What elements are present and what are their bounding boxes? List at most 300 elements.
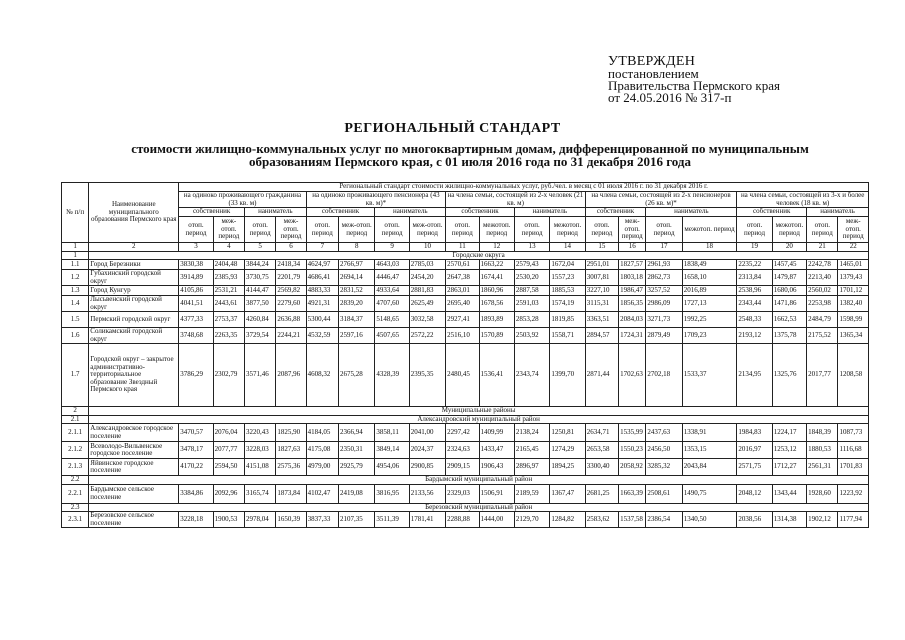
- cost-cell: 1658,10: [682, 270, 737, 286]
- header-municipality: Наименование муниципального образования Пермского края: [89, 183, 179, 243]
- cost-cell: 3220,43: [245, 424, 276, 442]
- subsection-row: [62, 415, 869, 424]
- cost-cell: 2016,89: [682, 286, 737, 296]
- cost-cell: 1375,78: [772, 328, 806, 344]
- section-number: 2.3: [62, 503, 89, 512]
- cost-cell: 1250,81: [550, 424, 585, 442]
- cost-cell: 3228,03: [245, 442, 276, 459]
- cost-cell: 2896,97: [514, 459, 549, 476]
- cost-cell: 2302,79: [213, 344, 244, 407]
- cost-cell: 2681,25: [585, 484, 618, 503]
- cost-cell: 2107,35: [339, 512, 375, 528]
- cost-cell: 1712,27: [772, 459, 806, 476]
- cost-cell: 2653,58: [585, 442, 618, 459]
- cost-cell: 2288,88: [446, 512, 479, 528]
- cost-cell: 2084,03: [619, 312, 646, 328]
- section-number: 2.2: [62, 476, 89, 485]
- cost-cell: 3816,95: [375, 484, 409, 503]
- cost-cell: 3858,11: [375, 424, 409, 442]
- table-row: [62, 260, 869, 270]
- cost-cell: 1274,29: [550, 442, 585, 459]
- cost-cell: 2887,58: [514, 286, 549, 296]
- cost-cell: 4328,39: [375, 344, 409, 407]
- municipality-name: Бардымское сельское поселение: [89, 484, 179, 503]
- cost-cell: 2863,01: [446, 286, 479, 296]
- cost-cell: 3257,52: [646, 286, 682, 296]
- cost-cell: 2503,92: [514, 328, 549, 344]
- section-title: Бардымский муниципальный район: [89, 476, 869, 485]
- cost-cell: 2561,31: [807, 459, 838, 476]
- cost-cell: 1701,12: [838, 286, 869, 296]
- header-group-single: на одиноко проживающего гражданина (33 кв. м): [179, 192, 306, 208]
- cost-cell: 3115,31: [585, 296, 618, 312]
- cost-cell: 1900,53: [213, 512, 244, 528]
- cost-cell: 3363,51: [585, 312, 618, 328]
- municipality-name: Пермский городской округ: [89, 312, 179, 328]
- cost-cell: 3914,89: [179, 270, 213, 286]
- section-number: 2: [62, 407, 89, 416]
- column-number: 19: [737, 243, 772, 252]
- table-row: [62, 484, 869, 503]
- header-tenant: наниматель: [375, 208, 446, 217]
- cost-cell: 1457,45: [772, 260, 806, 270]
- cost-cell: 3730,75: [245, 270, 276, 286]
- table-row: [62, 296, 869, 312]
- cost-cell: 2516,10: [446, 328, 479, 344]
- cost-cell: 1409,99: [479, 424, 514, 442]
- cost-cell: 2531,21: [213, 286, 244, 296]
- cost-cell: 4184,05: [306, 424, 338, 442]
- cost-cell: 1885,53: [550, 286, 585, 296]
- cost-cell: 2193,12: [737, 328, 772, 344]
- cost-cell: 2048,12: [737, 484, 772, 503]
- cost-cell: 2881,83: [409, 286, 445, 296]
- cost-cell: 4102,47: [306, 484, 338, 503]
- cost-cell: 1224,17: [772, 424, 806, 442]
- column-number: 17: [646, 243, 682, 252]
- cost-cell: 1928,60: [807, 484, 838, 503]
- table-row: [62, 344, 869, 407]
- cost-cell: 4921,31: [306, 296, 338, 312]
- column-number: 6: [276, 243, 306, 252]
- cost-cell: 1558,71: [550, 328, 585, 344]
- cost-cell: 2961,93: [646, 260, 682, 270]
- cost-cell: 1557,23: [550, 270, 585, 286]
- header-owner: собственник: [306, 208, 375, 217]
- cost-cell: 1314,38: [772, 512, 806, 528]
- cost-cell: 1848,39: [807, 424, 838, 442]
- cost-cell: 1701,83: [838, 459, 869, 476]
- cost-cell: 2900,85: [409, 459, 445, 476]
- row-number: 2.1.1: [62, 424, 89, 442]
- cost-cell: 4686,41: [306, 270, 338, 286]
- row-number: 1.3: [62, 286, 89, 296]
- cost-cell: 1116,68: [838, 442, 869, 459]
- cost-cell: 3228,18: [179, 512, 213, 528]
- cost-cell: 3478,17: [179, 442, 213, 459]
- header-tenant: наниматель: [245, 208, 307, 217]
- cost-cell: 1819,85: [550, 312, 585, 328]
- column-number: 8: [339, 243, 375, 252]
- header-row-top: [62, 183, 869, 192]
- header-period: меж-отоп. период: [619, 217, 646, 243]
- standard-table: [61, 182, 869, 528]
- section-title: Александровский муниципальный район: [89, 415, 869, 424]
- cost-cell: 2894,57: [585, 328, 618, 344]
- row-number: 1.4: [62, 296, 89, 312]
- cost-cell: 1574,19: [550, 296, 585, 312]
- section-title: Березовский муниципальный район: [89, 503, 869, 512]
- cost-cell: 2043,84: [682, 459, 737, 476]
- municipality-name: Всеволодо-Вильвенское городское поселение: [89, 442, 179, 459]
- header-owner: собственник: [446, 208, 515, 217]
- cost-cell: 2871,44: [585, 344, 618, 407]
- cost-cell: 1444,00: [479, 512, 514, 528]
- cost-cell: 2583,62: [585, 512, 618, 528]
- cost-cell: 3300,40: [585, 459, 618, 476]
- cost-cell: 3007,81: [585, 270, 618, 286]
- header-period: отоп. период: [807, 217, 838, 243]
- cost-cell: 4643,03: [375, 260, 409, 270]
- cost-cell: 2404,48: [213, 260, 244, 270]
- header-standard: Региональный стандарт стоимости жилищно-коммунальных услуг, руб./чел. в месяц с 01 июля 2016 г. по 31 декабря 2016 г.: [179, 183, 869, 192]
- row-number: 2.2.1: [62, 484, 89, 503]
- cost-cell: 3844,24: [245, 260, 276, 270]
- cost-cell: 3748,68: [179, 328, 213, 344]
- table-row: [62, 424, 869, 442]
- cost-cell: 1672,04: [550, 260, 585, 270]
- municipality-name: Губахинский городской округ: [89, 270, 179, 286]
- cost-cell: 1365,34: [838, 328, 869, 344]
- cost-cell: 1825,90: [276, 424, 306, 442]
- cost-cell: 2313,84: [737, 270, 772, 286]
- municipality-name: Лысьвенский городской округ: [89, 296, 179, 312]
- cost-cell: 3165,74: [245, 484, 276, 503]
- cost-cell: 3837,33: [306, 512, 338, 528]
- cost-cell: 2017,77: [807, 344, 838, 407]
- cost-cell: 3271,73: [646, 312, 682, 328]
- table-row: [62, 270, 869, 286]
- municipality-name: Город Березники: [89, 260, 179, 270]
- header-owner: собственник: [737, 208, 807, 217]
- table-row: [62, 459, 869, 476]
- cost-cell: 1399,70: [550, 344, 585, 407]
- column-number: 9: [375, 243, 409, 252]
- cost-cell: 2702,18: [646, 344, 682, 407]
- column-number: 1: [62, 243, 89, 252]
- cost-cell: 2831,52: [339, 286, 375, 296]
- municipality-name: Александровское городское поселение: [89, 424, 179, 442]
- cost-cell: 1465,01: [838, 260, 869, 270]
- cost-cell: 2133,56: [409, 484, 445, 503]
- cost-cell: 2538,96: [737, 286, 772, 296]
- column-number: 3: [179, 243, 213, 252]
- cost-cell: 1727,13: [682, 296, 737, 312]
- cost-cell: 2454,20: [409, 270, 445, 286]
- row-number: 1.1: [62, 260, 89, 270]
- cost-cell: 2213,40: [807, 270, 838, 286]
- cost-cell: 1680,06: [772, 286, 806, 296]
- document-title: РЕГИОНАЛЬНЫЙ СТАНДАРТ: [344, 121, 561, 136]
- header-tenant: наниматель: [646, 208, 737, 217]
- cost-cell: 2579,43: [514, 260, 549, 270]
- cost-cell: 2530,20: [514, 270, 549, 286]
- cost-cell: 4979,00: [306, 459, 338, 476]
- cost-cell: 1340,50: [682, 512, 737, 528]
- cost-cell: 4175,08: [306, 442, 338, 459]
- column-number: 22: [838, 243, 869, 252]
- row-number: 2.3.1: [62, 512, 89, 528]
- column-number: 16: [619, 243, 646, 252]
- cost-cell: 4170,22: [179, 459, 213, 476]
- cost-cell: 4507,65: [375, 328, 409, 344]
- cost-cell: 2862,73: [646, 270, 682, 286]
- cost-cell: 1338,91: [682, 424, 737, 442]
- cost-cell: 2129,70: [514, 512, 549, 528]
- header-period: меж-отоп. период: [276, 217, 306, 243]
- header-row-groups: [62, 192, 869, 208]
- cost-cell: 1663,39: [619, 484, 646, 503]
- header-period: отоп. период: [646, 217, 682, 243]
- cost-cell: 1873,84: [276, 484, 306, 503]
- cost-cell: 2201,79: [276, 270, 306, 286]
- column-number: 21: [807, 243, 838, 252]
- municipality-name: Соликамский городской округ: [89, 328, 179, 344]
- cost-cell: 1827,63: [276, 442, 306, 459]
- cost-cell: 2569,82: [276, 286, 306, 296]
- table-row: [62, 286, 869, 296]
- municipality-name: Яйвинское городское поселение: [89, 459, 179, 476]
- row-number: 2.1.2: [62, 442, 89, 459]
- cost-cell: 2092,96: [213, 484, 244, 503]
- cost-cell: 2508,61: [646, 484, 682, 503]
- column-number-row: [62, 243, 869, 252]
- column-number: 5: [245, 243, 276, 252]
- cost-cell: 2986,09: [646, 296, 682, 312]
- cost-cell: 2324,63: [446, 442, 479, 459]
- cost-cell: 2625,49: [409, 296, 445, 312]
- cost-cell: 2350,31: [339, 442, 375, 459]
- table-row: [62, 442, 869, 459]
- cost-cell: 2785,03: [409, 260, 445, 270]
- cost-cell: 2076,04: [213, 424, 244, 442]
- cost-cell: 1177,94: [838, 512, 869, 528]
- column-number: 10: [409, 243, 445, 252]
- municipality-name: Городской округ – закрытое административно-территориальное образование Звездный Пермского края: [89, 344, 179, 407]
- header-period: меж-отоп. период: [213, 217, 244, 243]
- row-number: 1.7: [62, 344, 89, 407]
- cost-cell: 2443,61: [213, 296, 244, 312]
- section-row: [62, 251, 869, 260]
- section-number: 1: [62, 251, 89, 260]
- cost-cell: 2189,59: [514, 484, 549, 503]
- cost-cell: 1662,53: [772, 312, 806, 328]
- cost-cell: 1533,37: [682, 344, 737, 407]
- cost-cell: 2925,79: [339, 459, 375, 476]
- header-period: отоп. период: [245, 217, 276, 243]
- cost-cell: 1860,96: [479, 286, 514, 296]
- cost-cell: 3285,32: [646, 459, 682, 476]
- header-period: межотоп. период: [479, 217, 514, 243]
- cost-cell: 3184,37: [339, 312, 375, 328]
- cost-cell: 1479,87: [772, 270, 806, 286]
- header-tenant: наниматель: [807, 208, 869, 217]
- section-number: 2.1: [62, 415, 89, 424]
- table-row: [62, 512, 869, 528]
- header-period: отоп. период: [446, 217, 479, 243]
- cost-cell: 2386,54: [646, 512, 682, 528]
- cost-cell: 3786,29: [179, 344, 213, 407]
- cost-cell: 2879,49: [646, 328, 682, 344]
- cost-cell: 1598,99: [838, 312, 869, 328]
- section-title: Городские округа: [89, 251, 869, 260]
- subsection-row: [62, 503, 869, 512]
- cost-cell: 5300,44: [306, 312, 338, 328]
- cost-cell: 1781,41: [409, 512, 445, 528]
- cost-cell: 1709,23: [682, 328, 737, 344]
- cost-cell: 2695,40: [446, 296, 479, 312]
- header-group-pensioners2: на члена семьи, состоящей из 2-х пенсионеров (26 кв. м)*: [585, 192, 737, 208]
- cost-cell: 4954,06: [375, 459, 409, 476]
- cost-cell: 1550,23: [619, 442, 646, 459]
- cost-cell: 1906,43: [479, 459, 514, 476]
- column-number: 2: [89, 243, 179, 252]
- cost-cell: 4532,59: [306, 328, 338, 344]
- cost-cell: 2263,35: [213, 328, 244, 344]
- cost-cell: 4624,97: [306, 260, 338, 270]
- cost-cell: 2058,92: [619, 459, 646, 476]
- cost-cell: 1678,56: [479, 296, 514, 312]
- header-period: отоп. период: [514, 217, 549, 243]
- cost-cell: 2395,35: [409, 344, 445, 407]
- cost-cell: 1880,53: [807, 442, 838, 459]
- header-group-pensioner: на одиноко проживающего пенсионера (43 кв. м)*: [306, 192, 446, 208]
- cost-cell: 1827,57: [619, 260, 646, 270]
- cost-cell: 2041,00: [409, 424, 445, 442]
- row-number: 2.1.3: [62, 459, 89, 476]
- cost-cell: 1325,76: [772, 344, 806, 407]
- cost-cell: 4608,32: [306, 344, 338, 407]
- approval-block: [608, 56, 780, 104]
- cost-cell: 1724,31: [619, 328, 646, 344]
- cost-cell: 3877,50: [245, 296, 276, 312]
- cost-cell: 1379,43: [838, 270, 869, 286]
- cost-cell: 4105,86: [179, 286, 213, 296]
- header-period: межотоп. период: [772, 217, 806, 243]
- cost-cell: 2279,60: [276, 296, 306, 312]
- row-number: 1.6: [62, 328, 89, 344]
- cost-cell: 2951,01: [585, 260, 618, 270]
- cost-cell: 1803,18: [619, 270, 646, 286]
- cost-cell: 1893,89: [479, 312, 514, 328]
- header-period: меж-отоп. период: [409, 217, 445, 243]
- cost-cell: 2575,36: [276, 459, 306, 476]
- cost-cell: 4883,33: [306, 286, 338, 296]
- cost-cell: 3227,10: [585, 286, 618, 296]
- cost-cell: 3571,46: [245, 344, 276, 407]
- cost-cell: 2978,04: [245, 512, 276, 528]
- cost-cell: 3511,39: [375, 512, 409, 528]
- cost-cell: 1570,89: [479, 328, 514, 344]
- cost-cell: 2594,50: [213, 459, 244, 476]
- cost-cell: 2253,98: [807, 296, 838, 312]
- header-group-family3: на члена семьи, состоящей из 3-х и более человек (18 кв. м): [737, 192, 869, 208]
- cost-cell: 1367,47: [550, 484, 585, 503]
- cost-cell: 2597,16: [339, 328, 375, 344]
- cost-cell: 2087,96: [276, 344, 306, 407]
- cost-cell: 2165,45: [514, 442, 549, 459]
- cost-cell: 2480,45: [446, 344, 479, 407]
- section-title: Муниципальные районы: [89, 407, 869, 416]
- cost-cell: 3729,54: [245, 328, 276, 344]
- cost-cell: 4446,47: [375, 270, 409, 286]
- cost-cell: 1902,12: [807, 512, 838, 528]
- header-row-owner: [62, 208, 869, 217]
- cost-cell: 1535,99: [619, 424, 646, 442]
- cost-cell: 1992,25: [682, 312, 737, 328]
- cost-cell: 2016,97: [737, 442, 772, 459]
- cost-cell: 1986,47: [619, 286, 646, 296]
- header-period: меж-отоп. период: [339, 217, 375, 243]
- cost-cell: 2591,03: [514, 296, 549, 312]
- cost-cell: 1536,41: [479, 344, 514, 407]
- header-row-periods: [62, 217, 869, 243]
- cost-cell: 3384,86: [179, 484, 213, 503]
- cost-cell: 4144,47: [245, 286, 276, 296]
- cost-cell: 4933,64: [375, 286, 409, 296]
- column-number: 4: [213, 243, 244, 252]
- header-period: отоп. период: [737, 217, 772, 243]
- cost-cell: 1856,35: [619, 296, 646, 312]
- column-number: 13: [514, 243, 549, 252]
- header-period: отоп. период: [179, 217, 213, 243]
- cost-cell: 5148,65: [375, 312, 409, 328]
- cost-cell: 2419,08: [339, 484, 375, 503]
- cost-cell: 2634,71: [585, 424, 618, 442]
- cost-cell: 1537,58: [619, 512, 646, 528]
- cost-cell: 2571,75: [737, 459, 772, 476]
- cost-cell: 2853,28: [514, 312, 549, 328]
- cost-cell: 3032,58: [409, 312, 445, 328]
- header-group-family2: на члена семьи, состоящей из 2-х человек (21 кв. м): [447, 191, 584, 207]
- subsection-row: [62, 476, 869, 485]
- cost-cell: 1223,92: [838, 484, 869, 503]
- cost-cell: 1702,63: [619, 344, 646, 407]
- column-number: 20: [772, 243, 806, 252]
- header-number: № п/п: [62, 183, 89, 243]
- cost-cell: 1353,15: [682, 442, 737, 459]
- cost-cell: 2329,03: [446, 484, 479, 503]
- cost-cell: 1838,49: [682, 260, 737, 270]
- cost-cell: 2560,02: [807, 286, 838, 296]
- cost-cell: 2077,77: [213, 442, 244, 459]
- approval-resolution: постановлением: [608, 66, 699, 81]
- approval-date: от 24.05.2016 № 317-п: [608, 90, 732, 105]
- cost-cell: 2572,22: [409, 328, 445, 344]
- cost-cell: 1894,25: [550, 459, 585, 476]
- column-number: 18: [682, 243, 737, 252]
- cost-cell: 2297,42: [446, 424, 479, 442]
- document-subtitle: стоимости жилищно-коммунальных услуг по многоквартирным домам, дифференцированной по муниципальным образованиям Пермского края, с 01 июля 2016 года по 31 декабря 2016 года: [131, 141, 809, 169]
- cost-cell: 1382,40: [838, 296, 869, 312]
- cost-cell: 2570,61: [446, 260, 479, 270]
- cost-cell: 1253,12: [772, 442, 806, 459]
- header-owner: собственник: [585, 208, 646, 217]
- cost-cell: 2766,97: [339, 260, 375, 270]
- cost-cell: 2134,95: [737, 344, 772, 407]
- cost-cell: 3470,57: [179, 424, 213, 442]
- column-number: 14: [550, 243, 585, 252]
